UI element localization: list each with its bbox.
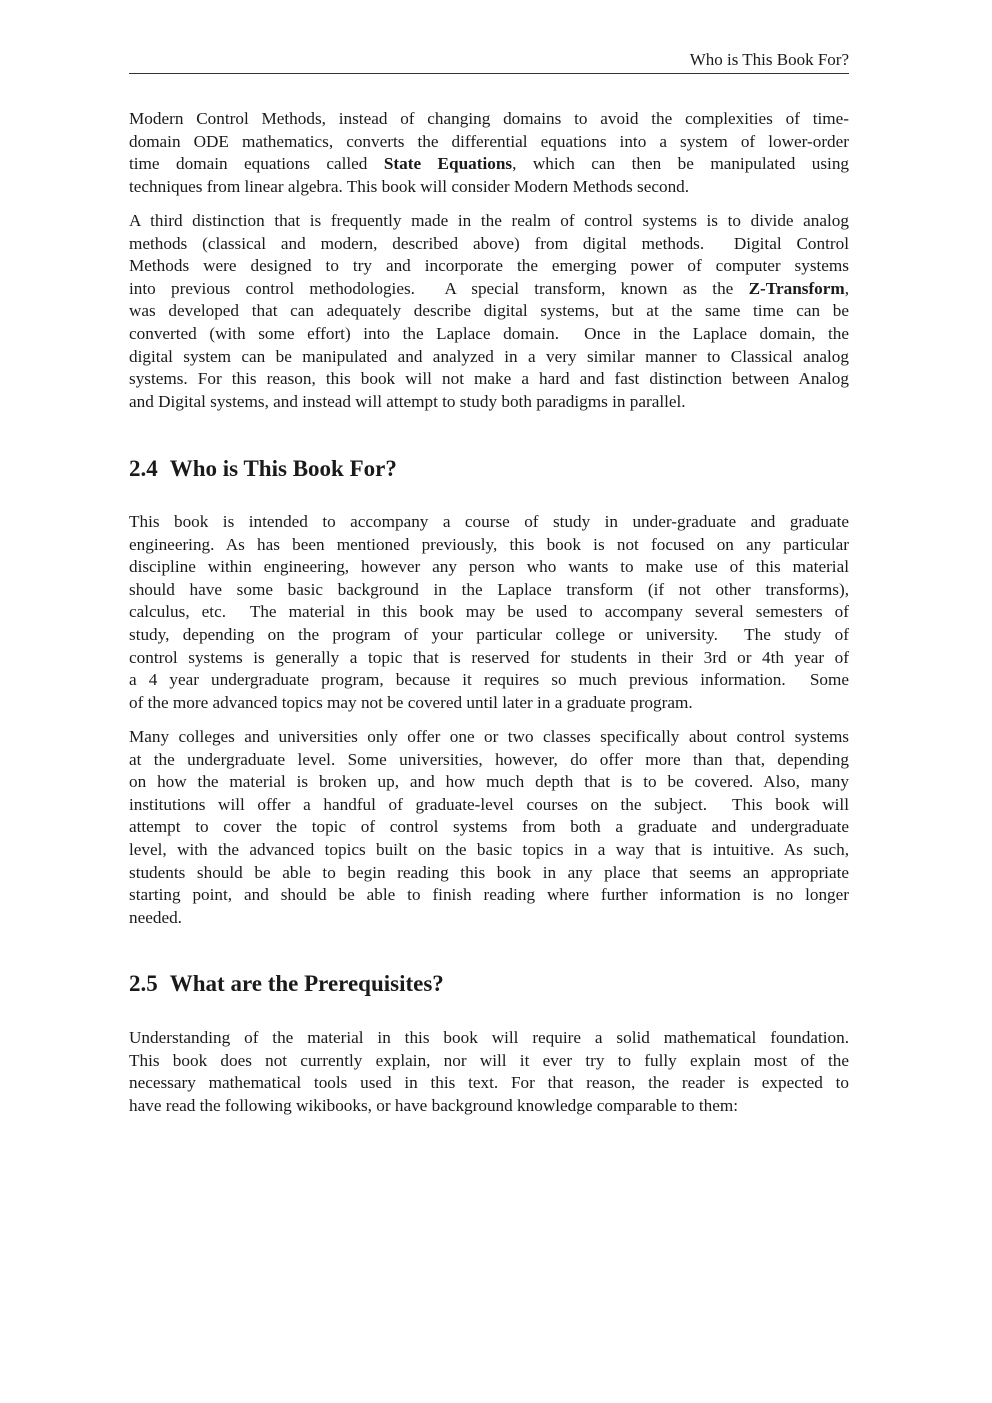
text-line	[129, 511, 849, 534]
text-line	[129, 669, 849, 692]
text-run: control systems is generally a topic that is reserved for students in their 3rd or 4th year of	[129, 647, 849, 667]
text-line	[129, 108, 849, 131]
text-line	[129, 300, 849, 323]
text-run: a 4 year undergraduate program, because it requires so much previous information. Some	[129, 670, 849, 690]
text-run: necessary mathematical tools used in this text. For that reason, the reader is expected to	[129, 1073, 849, 1093]
paragraph-prerequisites	[129, 1027, 849, 1117]
section-heading-2-4	[129, 455, 397, 483]
text-run: institutions will offer a handful of graduate-level courses on the subject. This book will	[129, 794, 849, 814]
text-line	[129, 255, 849, 278]
text-line	[129, 601, 849, 624]
text-run: methods (classical and modern, described above) from digital methods. Digital Control	[129, 233, 849, 253]
text-line	[129, 771, 849, 794]
text-run: techniques from linear algebra. This book will consider Modern Methods second.	[129, 176, 690, 196]
text-run: engineering. As has been mentioned previously, this book is not focused on any particular	[129, 534, 849, 554]
text-run: This book does not currently explain, nor will it ever try to fully explain most of the	[129, 1050, 849, 1070]
text-run: students should be able to begin reading this book in any place that seems an appropriate	[129, 862, 849, 882]
text-run: should have some basic background in the Laplace transform (if not other transforms),	[129, 579, 849, 599]
text-line	[129, 391, 849, 414]
text-line	[129, 556, 849, 579]
section-title: What are the Prerequisites?	[169, 971, 444, 996]
paragraph-digital-control	[129, 210, 849, 413]
text-line	[129, 368, 849, 391]
text-run: and Digital systems, and instead will attempt to study both paradigms in parallel.	[129, 391, 686, 411]
text-line	[129, 1072, 849, 1095]
text-run: time domain equations called	[129, 154, 384, 174]
text-run: on how the material is broken up, and how much depth that is to be covered. Also, many	[129, 772, 849, 792]
text-line	[129, 794, 849, 817]
text-line	[129, 153, 849, 176]
text-line	[129, 278, 849, 301]
text-run: discipline within engineering, however any person who wants to make use of this material	[129, 557, 849, 577]
text-line	[129, 907, 849, 930]
text-run: level, with the advanced topics built on the basic topics in a way that is intuitive. As such,	[129, 839, 849, 859]
text-line	[129, 1050, 849, 1073]
text-run: This book is intended to accompany a course of study in under-graduate and graduate	[129, 512, 849, 531]
bold-term: State Equations	[383, 154, 513, 174]
text-line	[129, 131, 849, 154]
section-number: 2.4	[129, 456, 158, 481]
text-run: was developed that can adequately describe digital systems, but at the same time can be	[129, 301, 849, 321]
text-line	[129, 726, 849, 749]
text-run: Methods were designed to try and incorporate the emerging power of computer systems	[129, 256, 849, 276]
text-run: study, depending on the program of your particular college or university. The study of	[129, 624, 849, 644]
text-run: have read the following wikibooks, or have background knowledge comparable to them:	[129, 1095, 739, 1115]
text-line	[129, 346, 849, 369]
section-title: Who is This Book For?	[169, 456, 397, 481]
text-line	[129, 816, 849, 839]
text-run: domain ODE mathematics, converts the differential equations into a system of lower-order	[129, 131, 849, 151]
bold-term: Z-Transform	[748, 278, 845, 298]
text-line	[129, 647, 849, 670]
text-run: starting point, and should be able to finish reading where further information is no longer	[129, 885, 849, 905]
text-line	[129, 534, 849, 557]
text-line	[129, 1095, 849, 1118]
text-run: Modern Control Methods, instead of changing domains to avoid the complexities of time-	[129, 109, 849, 128]
text-line	[129, 323, 849, 346]
text-line	[129, 233, 849, 256]
text-run: Many colleges and universities only offer one or two classes specifically about control systems	[129, 727, 849, 746]
text-line	[129, 210, 849, 233]
running-header: Who is This Book For?	[689, 50, 849, 69]
text-run: ,	[844, 278, 849, 298]
text-line	[129, 176, 849, 199]
text-run: of the more advanced topics may not be covered until later in a graduate program.	[129, 692, 693, 712]
text-run: Understanding of the material in this book will require a solid mathematical foundation.	[129, 1028, 849, 1047]
text-line	[129, 749, 849, 772]
text-line	[129, 624, 849, 647]
text-line	[129, 884, 849, 907]
text-run: calculus, etc. The material in this book may be used to accompany several semesters of	[129, 602, 849, 622]
text-run: into previous control methodologies. A special transform, known as the	[129, 278, 749, 298]
text-line	[129, 1027, 849, 1050]
text-line	[129, 839, 849, 862]
text-run: converted (with some effort) into the Laplace domain. Once in the Laplace domain, the	[129, 323, 849, 343]
section-heading-2-5	[129, 970, 444, 998]
paragraph-audience	[129, 511, 849, 714]
section-number: 2.5	[129, 971, 158, 996]
text-run: needed.	[129, 907, 182, 927]
text-run: A third distinction that is frequently made in the realm of control systems is to divide analog	[129, 211, 849, 230]
text-run: , which can then be manipulated using	[512, 154, 850, 174]
text-line	[129, 692, 849, 715]
text-run: at the undergraduate level. Some universities, however, do offer more than that, depending	[129, 749, 849, 769]
text-line	[129, 862, 849, 885]
text-run: systems. For this reason, this book will not make a hard and fast distinction between Analog	[129, 369, 849, 389]
header-rule	[129, 73, 849, 74]
paragraph-course-levels	[129, 726, 849, 929]
paragraph-modern-control	[129, 108, 849, 198]
text-run: digital system can be manipulated and analyzed in a very similar manner to Classical analog	[129, 346, 849, 366]
text-run: attempt to cover the topic of control systems from both a graduate and undergraduate	[129, 817, 849, 837]
text-line	[129, 579, 849, 602]
